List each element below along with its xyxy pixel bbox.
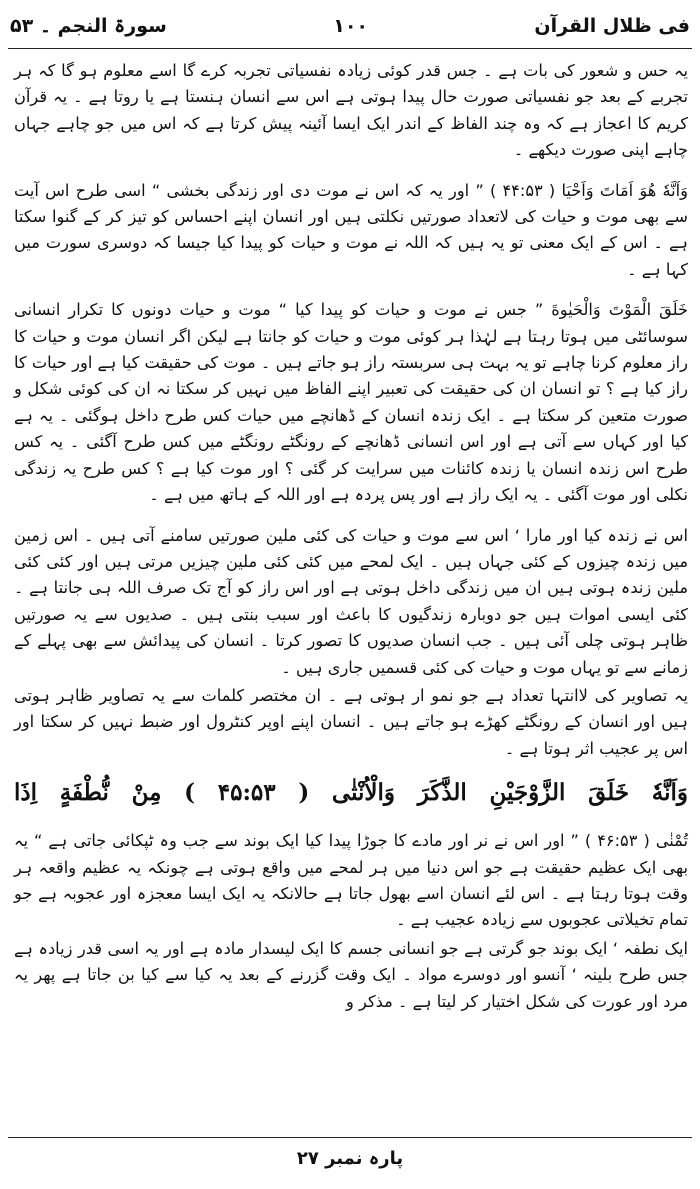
page-number: ۱۰۰	[333, 15, 369, 37]
paragraph: ایک نطفہ ‘ ایک بوند جو گرتی ہے جو انسانی جسم کا ایک لیسدار مادہ ہے اور یہ اسی قدر زیادہ ہے جس طرح بلینہ ‘ آنسو اور دوسرے مواد ۔ ایک وقت گزرنے کے بعد یہ کیا سے کیا بن جاتا ہے پھر یہ مرد اور عورت کی شکل اختیار کر لیتا ہے ۔ مذکر و	[14, 938, 688, 1011]
paragraph: وَاَنَّهٗ هُوَ اَمَاتَ وَاَحْيَا ( ۴۴:۵۳ ) ” اور یہ کہ اس نے موت دی اور زندگی بخشی “ اسی طرح اس آیت سے بھی موت و حیات کی لاتعداد صورتیں نکلتی ہیں اور انسان اپنے احساس کو تیز کر کے گنوا سکتا ہے ۔ اس کے ایک معنی تو یہ ہیں کہ اللہ نے موت و حیات کو پیدا کیا جیسا کہ دوسری سورت میں کہا ہے ۔	[14, 180, 688, 279]
quran-verse: وَاَنَّهٗ خَلَقَ الزَّوْجَيْنِ الذَّكَرَ وَالْاُنْثٰى ( ۴۵:۵۳ ) مِنْ نُّطْفَةٍ اِذَا	[14, 779, 688, 807]
surah-title: سورۃ النجم ۔ ۵۳	[10, 15, 167, 37]
para-number: پارہ نمبر ۲۷	[296, 1148, 404, 1169]
footer-rule	[8, 1137, 692, 1138]
paragraph: یہ حس و شعور کی بات ہے ۔ جس قدر کوئی زیادہ نفسیاتی تجربہ کرے گا اسے معلوم ہو گا کہ ہر تجربے کے بعد جو نفسیاتی صورت حال پیدا ہوتی ہے اس سے انسان ہنستا ہے یا روتا ہے ۔ یہ قرآن کریم کا اعجاز ہے کہ وہ چند الفاظ کے اندر ایک ایسا آئینہ پیش کرتا ہے کہ اس میں جو چاہے جہاں چاہے اپنی صورت دیکھے ۔	[14, 61, 688, 160]
page-body	[14, 58, 688, 1029]
header-rule	[8, 48, 692, 49]
paragraph: یہ تصاویر کی لاانتہا تعداد ہے جو نمو ار ہوتی ہے ۔ ان مختصر کلمات سے یہ تصاویر ظاہر ہوتی ہیں اور انسان کے رونگٹے کھڑے ہو جاتے ہیں ۔ انسان اپنے اوپر کنٹرول اور ضبط نہیں کر سکتا اور اس پر عجیب اثر ہوتا ہے ۔	[14, 685, 688, 758]
book-title: فی ظلال القرآن	[534, 15, 690, 37]
page-header	[10, 6, 690, 46]
paragraph: خَلَقَ الْمَوْتَ وَالْحَيٰوةَ ” جس نے موت و حیات کو پیدا کیا “ موت و حیات دونوں کا تکرار انسانی سوسائٹی میں ہوتا رہتا ہے لہٰذا ہر کوئی موت و حیات کو جانتا ہے لیکن اگر انسان موت و حیات کا راز معلوم کرنا چاہے تو یہ بہت ہی سربستہ راز ہو جاتے ہیں ۔ موت کی حقیقت کیا ہے اور حیات کا راز کیا ہے ؟ تو انسان ان کی حقیقت کی تعبیر اپنے الفاظ میں نہیں کر سکتا نہ ان کی کوئی شکل و صورت متعین کر سکتا ہے ۔ ایک زندہ انسان کے ڈھانچے میں حیات کس طرح داخل ہوگئی ۔ یہ ہے کیا اور کہاں سے آتی ہے اور اس انسانی ڈھانچے کے رونگٹے رونگٹے میں کس طرح آگئی ۔ یہ کس طرح اس زندہ انسان یا زندہ کائنات میں سرایت کر گئی ؟ اور موت کیا ہے ؟ کس طرح یہ زندگی نکلی اور موت آگئی ۔ یہ ایک راز ہے اور پس پردہ ہے اور اللہ کے ہاتھ میں ہے ۔	[14, 300, 688, 505]
paragraph: تُمْنٰى ( ۴۶:۵۳ ) ” اور اس نے نر اور مادے کا جوڑا پیدا کیا ایک بوند سے جب وہ ٹپکائی جاتی ہے “ یہ بھی ایک عظیم حقیقت ہے جو اس دنیا میں ہر لمحے میں واقع ہوتی ہے چونکہ یہ عظیم واقعہ ہر وقت ہوتا رہتا ہے ۔ اس لئے انسان اسے بھول جاتا ہے حالانکہ یہ ایک ایسا معجزہ اور عجوبہ ہے جو تمام تخیلاتی عجوبوں سے زیادہ عجیب ہے ۔	[14, 831, 688, 930]
paragraph: اس نے زندہ کیا اور مارا ‘ اس سے موت و حیات کی کئی ملین صورتیں سامنے آتی ہیں ۔ اس زمین میں زندہ چیزوں کے کئی جہاں ہیں ۔ ایک لمحے میں کئی کئی ملین چیزیں مرتی ہیں اور کئی کئی ملین زندہ ہوتی ہیں ان میں زندگی داخل ہوتی ہے اور اس راز کو آج تک صرف اللہ ہی جانتا ہے ۔ کئی ایسی اموات ہیں جو دوبارہ زندگیوں کا باعث اور سبب بنتی ہیں ۔ صدیوں سے یہ صورتیں ظاہر ہوتی چلی آئی ہیں ۔ جب انسان صدیوں کا تصور کرتا ۔ انسان کی پیدائش سے بھی پہلے کے زمانے سے تو یہاں موت و حیات کی کئی قسمیں جاری ہیں ۔	[14, 525, 688, 677]
